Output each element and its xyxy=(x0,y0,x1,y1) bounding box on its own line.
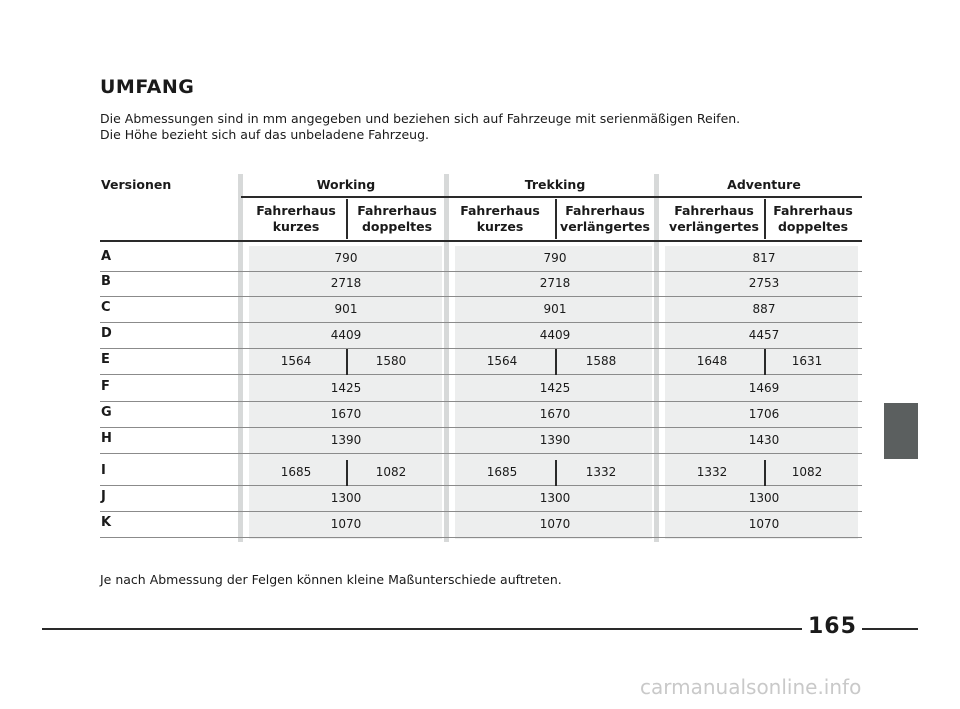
subheader xyxy=(241,203,351,235)
subheader xyxy=(550,203,660,235)
subheader xyxy=(445,203,555,235)
subheader-line: Fahrerhaus xyxy=(357,203,437,218)
table-cell: 1082 xyxy=(791,465,823,479)
subheader-line: verlängertes xyxy=(560,219,650,234)
table-cell: 1332 xyxy=(696,465,728,479)
row-rule xyxy=(100,296,862,297)
table-cell: 1300 xyxy=(330,491,362,505)
subheader-line: doppeltes xyxy=(361,219,433,234)
row-rule xyxy=(100,537,862,538)
table-cell: 1390 xyxy=(330,433,362,447)
table-cell: 901 xyxy=(543,302,567,316)
table-cell: 1070 xyxy=(539,517,571,531)
row-rule xyxy=(100,427,862,428)
footnote: Je nach Abmessung der Felgen können kleine Maßunterschiede auftreten. xyxy=(100,572,562,587)
table-cell: 1070 xyxy=(330,517,362,531)
row-label: B xyxy=(101,274,111,289)
row-label: A xyxy=(101,249,112,264)
table-cell: 790 xyxy=(334,251,358,265)
subheader-line: verlängertes xyxy=(669,219,759,234)
row-rule xyxy=(100,271,862,272)
row-label: I xyxy=(101,463,106,478)
table-cell: 2753 xyxy=(748,276,780,290)
row-rule xyxy=(100,485,862,486)
intro-line: Die Abmessungen sind in mm angegeben und beziehen sich auf Fahrzeuge mit serienmäßigen Reifen. xyxy=(100,111,741,126)
header-rule xyxy=(241,196,862,198)
cell-separator xyxy=(346,349,348,375)
subheader-line: Fahrerhaus xyxy=(674,203,754,218)
row-label: F xyxy=(101,379,110,394)
table-cell: 1430 xyxy=(748,433,780,447)
row-rule xyxy=(100,401,862,402)
cell-separator xyxy=(555,460,557,486)
table-cell: 1685 xyxy=(486,465,518,479)
row-label: K xyxy=(101,515,112,530)
intro-line: Die Höhe bezieht sich auf das unbeladene Fahrzeug. xyxy=(100,127,429,142)
row-label: G xyxy=(101,405,112,420)
watermark: carmanualsonline.info xyxy=(640,675,862,699)
row-label: E xyxy=(101,352,110,367)
subheader-line: Fahrerhaus xyxy=(256,203,336,218)
subheader-line: kurzes xyxy=(476,219,524,234)
table-cell: 1685 xyxy=(280,465,312,479)
subheader-line: doppeltes xyxy=(777,219,849,234)
table-cell: 1332 xyxy=(585,465,617,479)
table-cell: 817 xyxy=(752,251,776,265)
row-rule xyxy=(100,322,862,323)
page-rule-left xyxy=(42,628,802,630)
table-cell: 1631 xyxy=(791,354,823,368)
cell-separator xyxy=(346,460,348,486)
table-cell: 4409 xyxy=(539,328,571,342)
row-label: C xyxy=(101,300,111,315)
page-rule-right xyxy=(862,628,918,630)
table-cell: 4409 xyxy=(330,328,362,342)
table-cell: 1390 xyxy=(539,433,571,447)
cell-separator xyxy=(764,460,766,486)
subheader-rule xyxy=(100,240,862,242)
row-label: H xyxy=(101,431,112,446)
group-header: Adventure xyxy=(727,177,801,192)
page-title: UMFANG xyxy=(100,76,195,98)
group-header: Trekking xyxy=(524,177,586,192)
subheader-line: Fahrerhaus xyxy=(565,203,645,218)
table-cell: 2718 xyxy=(330,276,362,290)
subheader-line: Fahrerhaus xyxy=(460,203,540,218)
row-label: D xyxy=(101,326,112,341)
row-rule xyxy=(100,511,862,512)
table-cell: 1300 xyxy=(539,491,571,505)
subheader-line: Fahrerhaus xyxy=(773,203,853,218)
subheader xyxy=(659,203,769,235)
row-label: J xyxy=(101,489,106,504)
table-cell: 901 xyxy=(334,302,358,316)
table-cell: 790 xyxy=(543,251,567,265)
versions-header: Versionen xyxy=(101,177,172,192)
subheader-line: kurzes xyxy=(272,219,320,234)
cell-separator xyxy=(555,349,557,375)
intro-text xyxy=(100,111,860,143)
table-cell: 1425 xyxy=(539,381,571,395)
table-cell: 1564 xyxy=(280,354,312,368)
table-cell: 887 xyxy=(752,302,776,316)
row-rule xyxy=(100,374,862,375)
subheader xyxy=(342,203,452,235)
table-cell: 1564 xyxy=(486,354,518,368)
table-cell: 1670 xyxy=(539,407,571,421)
group-header: Working xyxy=(316,177,376,192)
table-cell: 1670 xyxy=(330,407,362,421)
table-cell: 1082 xyxy=(375,465,407,479)
table-cell: 1070 xyxy=(748,517,780,531)
row-rule xyxy=(100,453,862,454)
table-cell: 1425 xyxy=(330,381,362,395)
table-cell: 1588 xyxy=(585,354,617,368)
table-cell: 4457 xyxy=(748,328,780,342)
table-cell: 1580 xyxy=(375,354,407,368)
section-tab xyxy=(884,403,918,459)
table-cell: 2718 xyxy=(539,276,571,290)
table-cell: 1469 xyxy=(748,381,780,395)
cell-separator xyxy=(764,349,766,375)
table-cell: 1648 xyxy=(696,354,728,368)
table-cell: 1706 xyxy=(748,407,780,421)
row-rule xyxy=(100,348,862,349)
subheader xyxy=(758,203,868,235)
table-cell: 1300 xyxy=(748,491,780,505)
page-number: 165 xyxy=(808,614,857,639)
